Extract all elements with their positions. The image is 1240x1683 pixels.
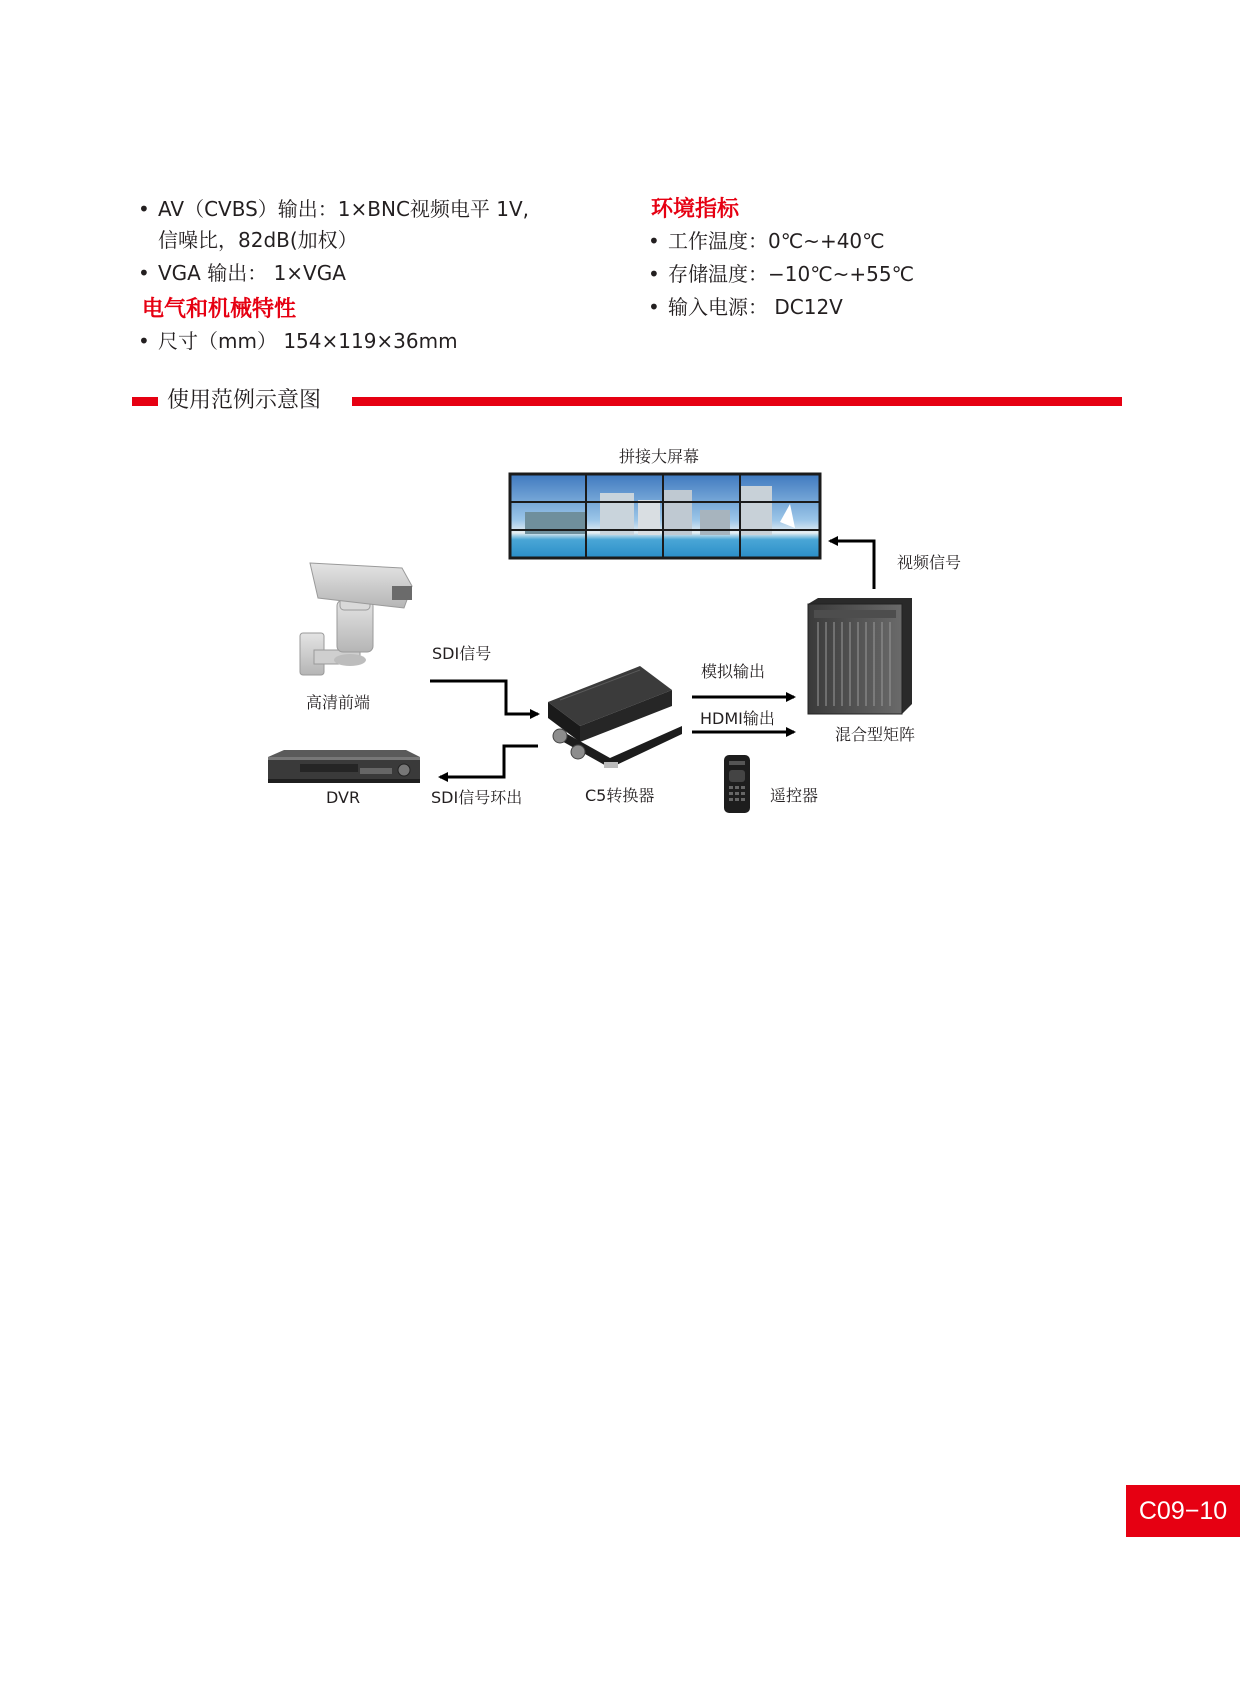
spec-work-temp: • 工作温度：0℃~+40℃ [648, 226, 885, 256]
bullet-icon: • [648, 229, 660, 253]
banner-title: 使用范例示意图 [167, 388, 322, 413]
sdi-signal-arrow [430, 681, 538, 714]
page-number: C09−10 [1126, 1485, 1240, 1537]
c5-converter-image [548, 666, 682, 768]
bullet-icon: • [138, 261, 150, 285]
label-remote-control: 遥控器 [770, 786, 819, 805]
label-dvr: DVR [326, 788, 361, 807]
label-hybrid-matrix: 混合型矩阵 [835, 725, 916, 744]
label-hdmi-output: HDMI输出 [700, 709, 775, 728]
hd-camera-image [300, 563, 412, 675]
remote-control-image [724, 755, 750, 813]
label-video-signal: 视频信号 [897, 553, 962, 572]
bullet-icon: • [648, 262, 660, 286]
section-title-electrical: 电气和机械特性 [142, 297, 297, 322]
label-video-wall: 拼接大屏幕 [619, 447, 700, 466]
sdi-loop-arrow [440, 746, 538, 777]
section-title-environment: 环境指标 [651, 197, 740, 222]
dvr-image [268, 750, 420, 783]
video-wall-image [510, 474, 820, 558]
spec-power: • 输入电源： DC12V [648, 292, 843, 322]
bullet-icon: • [138, 329, 150, 353]
label-sdi-signal: SDI信号 [432, 644, 492, 663]
spec-store-temp: • 存储温度：−10℃~+55℃ [648, 259, 914, 289]
video-signal-arrow [830, 541, 874, 589]
label-hd-frontend: 高清前端 [306, 693, 371, 712]
label-c5-converter: C5转换器 [585, 786, 655, 805]
spec-av-output: • AV（CVBS）输出：1×BNC视频电平 1V, [138, 194, 529, 224]
hybrid-matrix-image [808, 598, 912, 714]
spec-av-snr: 信噪比，82dB(加权） [158, 228, 358, 252]
bullet-icon: • [138, 197, 150, 221]
spec-size: • 尺寸（mm） 154×119×36mm [138, 326, 458, 356]
spec-vga-output: • VGA 输出： 1×VGA [138, 258, 346, 288]
label-sdi-loop: SDI信号环出 [431, 788, 523, 807]
bullet-icon: • [648, 295, 660, 319]
label-analog-output: 模拟输出 [701, 662, 766, 681]
